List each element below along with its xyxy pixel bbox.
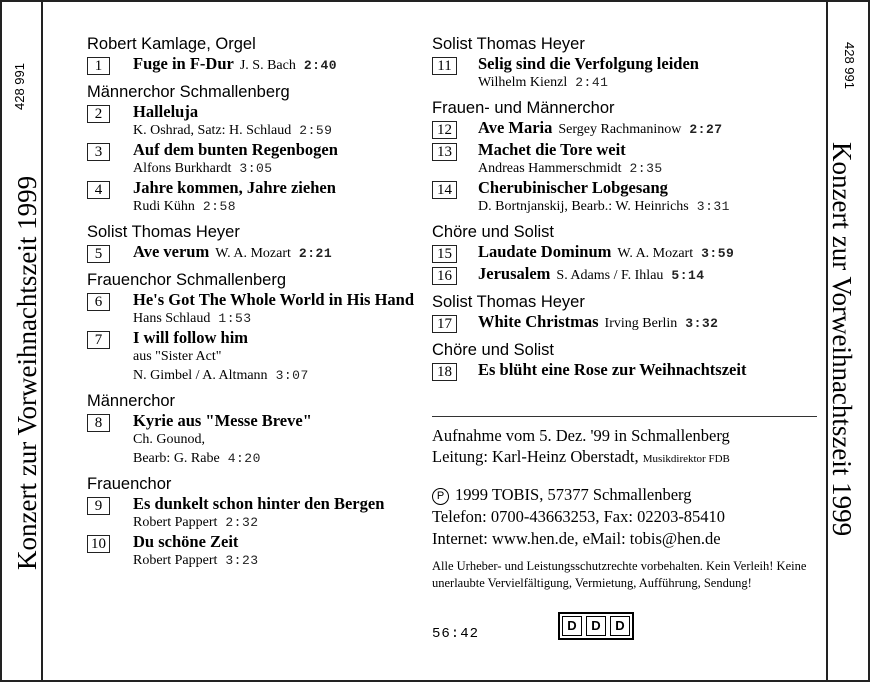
track-item [432, 360, 824, 382]
track-title [478, 360, 824, 379]
track-number: 10 [87, 535, 110, 553]
track-number: 1 [87, 57, 110, 75]
track-title-text: Fuge in F-Dur [133, 54, 234, 73]
track-composer: W. A. Mozart [617, 246, 694, 261]
track-title-text: Laudate Dominum [478, 242, 612, 261]
track-duration: 3:23 [225, 553, 259, 568]
track-item [87, 178, 417, 216]
track-number: 11 [432, 57, 457, 75]
track-note: aus "Sister Act" [133, 349, 222, 364]
track-item [432, 178, 824, 216]
group-header: Solist Thomas Heyer [87, 223, 240, 241]
track-composer: D. Bortnjanskij, Bearb.: W. Heinrichs [478, 199, 689, 214]
track-duration: 4:20 [227, 451, 261, 466]
spine-catalog-number: 428 991 [12, 63, 27, 110]
track-title [478, 118, 824, 139]
track-item [432, 118, 824, 140]
track-composer: Hans Schlaud [133, 311, 211, 326]
tracklist-left [87, 0, 417, 576]
track-credit [478, 197, 824, 216]
track-composer: K. Oshrad, Satz: H. Schlaud [133, 123, 292, 138]
track-item [87, 140, 417, 178]
track-title [133, 411, 417, 430]
ddd-badge [558, 612, 634, 640]
track-title-text: Halleluja [133, 102, 199, 121]
track-group [432, 222, 824, 286]
track-item [87, 242, 417, 264]
track-credit [133, 513, 417, 532]
group-header: Solist Thomas Heyer [432, 293, 585, 311]
track-group [87, 391, 417, 468]
track-composer: N. Gimbel / A. Altmann [133, 368, 268, 383]
track-item [432, 264, 824, 286]
track-number: 16 [432, 267, 457, 285]
track-number: 17 [432, 315, 457, 333]
track-item [432, 312, 824, 334]
track-duration: 2:59 [299, 123, 333, 138]
track-title [133, 290, 417, 309]
track-item [87, 54, 417, 76]
direction-title: Musikdirektor FDB [642, 453, 730, 465]
track-duration: 2:21 [298, 246, 333, 261]
group-header: Frauen- und Männerchor [432, 99, 615, 117]
track-credit [133, 449, 417, 468]
rights-notice: Alle Urheber- und Leistungsschutzrechte vorbehalten. Kein Verleih! Keine unerlaubte Vervielfältigung, Vermietung, Aufführung, Sendung! [432, 559, 807, 590]
track-title [478, 242, 824, 263]
track-title [478, 312, 824, 333]
spine-title: Konzert zur Vorweihnachtszeit 1999 [827, 142, 857, 537]
group-header: Solist Thomas Heyer [432, 35, 585, 53]
spine-catalog-number: 428 991 [842, 42, 857, 89]
track-group [87, 34, 417, 76]
group-header: Chöre und Solist [432, 223, 554, 241]
track-item [432, 242, 824, 264]
track-number: 13 [432, 143, 457, 161]
group-header: Frauenchor [87, 475, 172, 493]
ddd-letter: D [610, 616, 630, 636]
track-group [87, 270, 417, 385]
track-title [133, 328, 417, 347]
track-item [87, 102, 417, 140]
track-title [133, 532, 417, 551]
track-title [133, 140, 417, 159]
label-info [432, 484, 832, 505]
track-duration: 5:14 [671, 268, 705, 283]
track-item [87, 328, 417, 385]
track-group [87, 222, 417, 264]
track-group [432, 292, 824, 334]
track-title-text: Ave Maria [478, 118, 553, 137]
track-number: 7 [87, 331, 110, 349]
track-number: 12 [432, 121, 457, 139]
direction-info [432, 446, 832, 470]
track-number: 18 [432, 363, 457, 381]
track-duration: 2:27 [689, 122, 723, 137]
track-duration: 2:41 [575, 75, 609, 90]
track-title-text: Cherubinischer Lobgesang [478, 178, 668, 197]
track-title [478, 264, 824, 285]
track-title-text: I will follow him [133, 328, 249, 347]
track-composer: Robert Pappert [133, 553, 218, 568]
track-title-text: Jahre kommen, Jahre ziehen [133, 178, 336, 197]
track-number: 2 [87, 105, 110, 123]
ddd-letter: D [562, 616, 582, 636]
track-title [133, 54, 417, 75]
track-duration: 3:59 [701, 246, 735, 261]
track-title-text: Du schöne Zeit [133, 532, 239, 551]
tracklist-right [432, 0, 824, 388]
label-text: 1999 TOBIS, 57377 Schmallenberg [455, 485, 692, 504]
track-title [133, 178, 417, 197]
track-composer: W. A. Mozart [215, 246, 291, 261]
track-title [133, 102, 417, 121]
track-title-text: Ave verum [133, 242, 210, 261]
track-credit [133, 159, 417, 178]
divider [432, 416, 817, 417]
phone-info: Telefon: 0700-43663253, Fax: 02203-85410 [432, 507, 726, 526]
track-title [478, 54, 824, 73]
track-item [87, 532, 417, 570]
track-number: 4 [87, 181, 110, 199]
track-item [432, 140, 824, 178]
track-number: 5 [87, 245, 110, 263]
recording-info: Aufnahme vom 5. Dez. '99 in Schmallenberg [432, 426, 730, 445]
track-duration: 3:05 [239, 161, 273, 176]
track-duration: 3:31 [696, 199, 730, 214]
group-header: Chöre und Solist [432, 341, 554, 359]
group-header: Frauenchor Schmallenberg [87, 271, 287, 289]
track-group [87, 82, 417, 216]
track-title-text: He's Got The Whole World in His Hand [133, 290, 415, 309]
track-duration: 3:32 [685, 316, 719, 331]
track-composer: Bearb: G. Rabe [133, 451, 220, 466]
track-number: 8 [87, 414, 110, 432]
group-header: Männerchor Schmallenberg [87, 83, 290, 101]
track-title [478, 140, 824, 159]
track-composer: S. Adams / F. Ihlau [556, 268, 664, 283]
track-credit [478, 73, 824, 92]
track-title-text: Machet die Tore weit [478, 140, 626, 159]
internet-info: Internet: www.hen.de, eMail: tobis@hen.de [432, 529, 721, 548]
track-group [432, 34, 824, 92]
track-duration: 2:35 [629, 161, 663, 176]
right-spine [828, 0, 868, 682]
track-number: 15 [432, 245, 457, 263]
track-group [87, 474, 417, 570]
track-title-text: White Christmas [478, 312, 599, 331]
track-duration: 3:07 [275, 368, 309, 383]
track-composer: Wilhelm Kienzl [478, 75, 568, 90]
track-composer: Robert Pappert [133, 515, 218, 530]
track-credit [133, 121, 417, 140]
track-title-text: Jerusalem [478, 264, 551, 283]
direction-name: Leitung: Karl-Heinz Oberstadt, [432, 447, 639, 466]
track-title [478, 178, 824, 197]
track-composer: Sergey Rachmaninow [558, 122, 682, 137]
track-title-text: Auf dem bunten Regenbogen [133, 140, 338, 159]
track-number: 9 [87, 497, 110, 515]
track-item [87, 290, 417, 328]
track-title [133, 242, 417, 263]
track-composer: Andreas Hammerschmidt [478, 161, 622, 176]
track-composer: J. S. Bach [239, 58, 296, 73]
track-credit [133, 309, 417, 328]
track-credit [478, 159, 824, 178]
track-duration: 2:32 [225, 515, 259, 530]
phonogram-icon: P [432, 488, 449, 505]
track-note: Ch. Gounod, [133, 432, 205, 447]
track-group [432, 340, 824, 382]
track-number: 3 [87, 143, 110, 161]
track-duration: 1:53 [218, 311, 252, 326]
group-header: Männerchor [87, 392, 176, 410]
track-title [133, 494, 417, 513]
track-item [87, 411, 417, 468]
left-spine [0, 0, 40, 682]
total-time: 56:42 [432, 626, 480, 642]
track-credit [133, 551, 417, 570]
track-credit [133, 366, 417, 385]
track-composer: Alfons Burkhardt [133, 161, 232, 176]
track-title-text: Es dunkelt schon hinter den Bergen [133, 494, 385, 513]
track-title-text: Es blüht eine Rose zur Weihnachtszeit [478, 360, 747, 379]
track-item [432, 54, 824, 92]
track-item [87, 494, 417, 532]
ddd-letter: D [586, 616, 606, 636]
track-composer: Rudi Kühn [133, 199, 195, 214]
track-number: 14 [432, 181, 457, 199]
track-duration: 2:58 [202, 199, 237, 214]
track-composer: Irving Berlin [604, 316, 678, 331]
track-duration: 2:40 [303, 58, 338, 73]
track-credit [133, 197, 417, 216]
track-number: 6 [87, 293, 110, 311]
track-group [432, 98, 824, 216]
track-title-text: Kyrie aus "Messe Breve" [133, 411, 312, 430]
spine-title: Konzert zur Vorweihnachtszeit 1999 [12, 175, 42, 570]
group-header: Robert Kamlage, Orgel [87, 35, 256, 53]
track-title-text: Selig sind die Verfolgung leiden [478, 54, 699, 73]
